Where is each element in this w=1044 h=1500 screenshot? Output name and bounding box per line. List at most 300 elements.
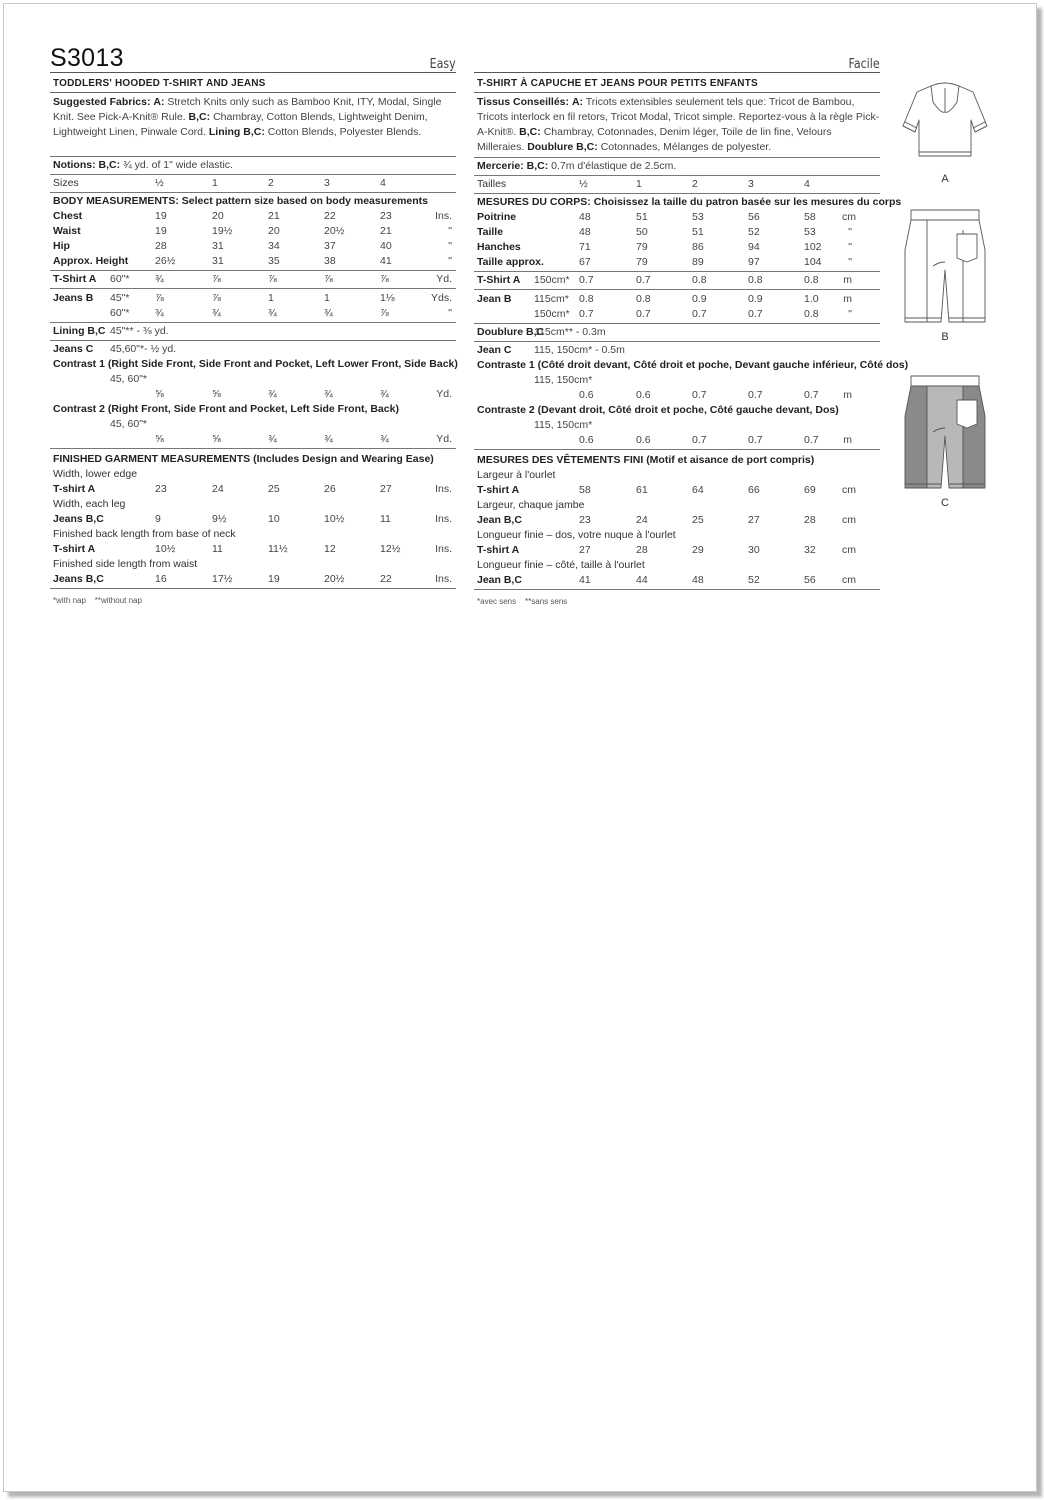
cell: 51 (636, 211, 648, 223)
size-cell: 3 (324, 177, 330, 189)
cell: 79 (636, 241, 648, 253)
jeans-c-yardage: 45,60"*- ½ yd. (110, 343, 177, 355)
cell: 48 (692, 574, 704, 586)
sizes-row (50, 175, 456, 193)
cell: 41 (579, 574, 591, 586)
row-label: T-Shirt A (477, 274, 521, 286)
row-label: T-shirt A (53, 543, 96, 555)
unit: m (843, 389, 852, 401)
contrast-2-label: Contraste 2 (Devant droit, Côté droit et poche, Côté gauche devant, Dos) (477, 404, 839, 416)
cell: 1 (324, 292, 330, 304)
lining-fabrics: Cotonnades, Mélanges de polyester. (600, 141, 772, 153)
finished-group-title: Largeur à l'ourlet (477, 469, 556, 481)
cell: 52 (748, 226, 760, 238)
cell: 20½ (324, 573, 345, 585)
cell: 12½ (380, 543, 401, 555)
cell: 1.0 (804, 293, 819, 305)
cell: 89 (692, 256, 704, 268)
view-b-caption: B (941, 331, 949, 343)
view-a-fabrics: Tricots extensibles seulement tels que: Tricot de Bambou, Tricots interlock en fil retors, Tricot Modal, Tricot simple. Reportez-vous à la règle Pick-A-Knit®. (477, 96, 880, 138)
unit: m (843, 293, 852, 305)
cell: 0.7 (692, 308, 707, 320)
fabric-width: 115cm* (534, 293, 569, 305)
unit: Yd. (436, 433, 452, 445)
fabric-width: 60"* (110, 273, 130, 285)
table-row (474, 513, 880, 528)
yardage-tshirt-a (50, 271, 456, 289)
yardage-jeans-c (50, 341, 456, 357)
fabrics-label: Suggested Fabrics: (53, 96, 151, 108)
illustration-view-c (895, 372, 995, 509)
row-label: Taille approx. (477, 256, 544, 268)
size-cell: 2 (268, 177, 274, 189)
row-label: Jean B,C (477, 514, 522, 526)
size-cell: ½ (579, 178, 588, 190)
unit: " (448, 225, 452, 237)
notions-text: ¾ yd. of 1" wide elastic. (123, 159, 233, 171)
cell: ¾ (155, 273, 164, 285)
finished-group-title: Longueur finie – côté, taille à l'ourlet (477, 559, 645, 571)
unit: " (848, 241, 852, 253)
size-cell: 2 (692, 178, 698, 190)
table-row (50, 512, 456, 527)
view-c-caption: C (941, 497, 949, 509)
yardage-lining (474, 324, 880, 342)
cell: 0.7 (636, 308, 651, 320)
contrast-1-label: Contrast 1 (Right Side Front, Side Front and Pocket, Left Lower Front, Side Back) (53, 358, 458, 370)
french-header (474, 44, 880, 73)
notions (474, 158, 880, 176)
contrast-1-width (50, 372, 456, 387)
cell: 56 (804, 574, 816, 586)
cell: 17½ (212, 573, 233, 585)
cell: 9 (155, 513, 161, 525)
cell: 37 (324, 240, 336, 252)
unit: " (848, 308, 852, 320)
size-cell: 1 (212, 177, 218, 189)
illustration-view-b (895, 206, 995, 343)
cell: 94 (748, 241, 760, 253)
table-row (50, 482, 456, 497)
cell: 69 (804, 484, 816, 496)
cell: 25 (268, 483, 280, 495)
cell: 26 (324, 483, 336, 495)
cell: ¾ (380, 388, 389, 400)
cell: 23 (155, 483, 167, 495)
cell: 48 (579, 226, 591, 238)
view-bc-label: B,C: (519, 126, 541, 138)
yardage-jean-c (474, 342, 880, 358)
cell: 1 (268, 292, 274, 304)
fabric-width: 45"* (110, 292, 130, 304)
cell: 66 (748, 484, 760, 496)
cell: 86 (692, 241, 704, 253)
row-label: Lining B,C (53, 325, 106, 337)
english-column (50, 44, 456, 608)
lining-label: Lining B,C: (208, 126, 265, 138)
cell: 0.6 (636, 434, 651, 446)
cell: ¾ (212, 307, 221, 319)
jeans-plain-icon (897, 206, 993, 326)
table-row (50, 209, 456, 224)
difficulty-level: Facile (848, 57, 880, 72)
row-label: Jeans B,C (53, 513, 104, 525)
cell: 20 (268, 225, 280, 237)
body-heading: BODY MEASUREMENTS: (53, 195, 179, 207)
cell: ¾ (380, 433, 389, 445)
unit: Yds. (430, 292, 452, 304)
cell: 58 (804, 211, 816, 223)
cell: 1⅛ (380, 292, 395, 304)
cell: ⅝ (155, 388, 164, 400)
difficulty-level: Easy (429, 57, 456, 72)
finished-group-title: Width, lower edge (53, 468, 138, 480)
size-cell: 4 (380, 177, 386, 189)
cell: 0.8 (579, 293, 594, 305)
notions (50, 157, 456, 175)
finished-measurements-heading: MESURES DES VÊTEMENTS FINI (Motif et aisance de port compris) (477, 454, 815, 466)
cell: 29 (692, 544, 704, 556)
cell: ⅞ (380, 273, 389, 285)
cell: 23 (579, 514, 591, 526)
cell: 30 (748, 544, 760, 556)
unit: m (843, 274, 852, 286)
fabric-width: 45, 60"* (110, 373, 148, 385)
cell: 56 (748, 211, 760, 223)
cell: 58 (579, 484, 591, 496)
jean-c-yardage: 115, 150cm* - 0.5m (534, 344, 625, 356)
cell: 22 (324, 210, 336, 222)
cell: ¾ (155, 307, 164, 319)
table-row (50, 572, 456, 589)
cell: 35 (268, 255, 280, 267)
suggested-fabrics (50, 93, 456, 142)
unit: cm (842, 484, 856, 496)
contrast-1-values (474, 388, 880, 403)
unit: cm (842, 211, 856, 223)
cell: 11 (380, 513, 391, 525)
cell: ⅝ (212, 388, 221, 400)
row-label: Chest (53, 210, 83, 222)
french-column (474, 44, 909, 609)
fabric-width: 150cm* (534, 274, 570, 286)
row-label: Jean B (477, 293, 512, 305)
notions-label: Mercerie: B,C: (477, 160, 549, 172)
cell: 0.7 (804, 434, 819, 446)
table-row (474, 573, 880, 590)
notions-text: 0.7m d'élastique de 2.5cm. (551, 160, 677, 172)
cell: 32 (804, 544, 816, 556)
cell: 44 (636, 574, 648, 586)
cell: 10½ (324, 513, 345, 525)
table-row (474, 255, 880, 272)
size-cell: 4 (804, 178, 810, 190)
cell: ¾ (268, 307, 277, 319)
cell: 0.8 (804, 274, 819, 286)
cell: ¾ (268, 388, 277, 400)
cell: ⅞ (212, 273, 221, 285)
row-label: Jeans B (53, 292, 94, 304)
contrast-1-label: Contraste 1 (Côté droit devant, Côté droit et poche, Devant gauche inférieur, Côté dos) (477, 359, 909, 371)
pattern-code: S3013 (50, 44, 124, 72)
view-a-label: A: (571, 96, 584, 108)
cell: 67 (579, 256, 591, 268)
cell: ¾ (268, 433, 277, 445)
cell: 19 (155, 225, 167, 237)
finished-measurements-heading: FINISHED GARMENT MEASUREMENTS (Includes Design and Wearing Ease) (53, 453, 434, 465)
lining-yardage: 115cm** - 0.3m (534, 326, 606, 338)
cell: 38 (324, 255, 336, 267)
cell: 26½ (155, 255, 176, 267)
cell: 0.7 (748, 308, 763, 320)
table-row (474, 210, 880, 225)
cell: 0.8 (748, 274, 763, 286)
view-a-label: A: (153, 96, 165, 108)
fabrics-label: Tissus Conseillés: (477, 96, 570, 108)
cell: 61 (636, 484, 648, 496)
finished-group-title: Finished side length from waist (53, 558, 198, 570)
contrast-1-values (50, 387, 456, 402)
cell: 0.7 (692, 389, 707, 401)
table-row (50, 542, 456, 557)
unit: m (843, 434, 852, 446)
cell: 0.7 (748, 434, 763, 446)
contrast-2-label: Contrast 2 (Right Front, Side Front and Pocket, Left Side Front, Back) (53, 403, 399, 415)
row-label: Poitrine (477, 211, 517, 223)
cell: ⅞ (324, 273, 333, 285)
cell: ⅞ (212, 292, 221, 304)
table-row (50, 239, 456, 254)
table-row (474, 240, 880, 255)
cell: 51 (692, 226, 704, 238)
hooded-tshirt-icon (897, 78, 993, 168)
contrast-2-values (474, 433, 880, 450)
row-label: Taille (477, 226, 504, 238)
english-header (50, 44, 456, 73)
unit: Ins. (435, 573, 452, 585)
unit: Ins. (435, 513, 452, 525)
cell: 0.8 (636, 293, 651, 305)
unit: Yd. (436, 388, 452, 400)
body-subheading: Choisissez la taille du patron basée sur les mesures du corps (593, 196, 902, 208)
row-label: T-shirt A (477, 484, 520, 496)
row-label: Approx. Height (53, 255, 129, 267)
yardage-jeans-b-60 (50, 306, 456, 323)
unit: Ins. (435, 543, 452, 555)
finished-group-title: Largeur, chaque jambe (477, 499, 585, 511)
cell: 40 (380, 240, 392, 252)
notions-label: Notions: B,C: (53, 159, 121, 171)
unit: " (448, 307, 452, 319)
yardage-lining (50, 323, 456, 341)
row-label: Hip (53, 240, 70, 252)
cell: 64 (692, 484, 704, 496)
table-row (50, 254, 456, 271)
row-label: T-shirt A (477, 544, 520, 556)
cell: 0.6 (636, 389, 651, 401)
cell: 0.8 (804, 308, 819, 320)
cell: 0.6 (579, 434, 594, 446)
cell: 0.7 (579, 308, 594, 320)
cell: 11 (212, 543, 223, 555)
view-a-fabrics: Stretch Knits only such as Bamboo Knit, ITY, Modal, Single Knit. See Pick-A-Knit® Rule. (53, 96, 442, 123)
cell: 79 (636, 256, 648, 268)
cell: 102 (804, 241, 822, 253)
fabric-width: 60"* (110, 307, 130, 319)
cell: 53 (804, 226, 816, 238)
cell: 31 (212, 255, 224, 267)
body-measurements-heading (474, 194, 902, 210)
lining-fabrics: Cotton Blends, Polyester Blends. (267, 126, 422, 138)
cell: 25 (692, 514, 704, 526)
contrast-1-width (474, 373, 880, 388)
view-bc-label: B,C: (188, 111, 211, 123)
fabric-width: 150cm* (534, 308, 570, 320)
unit: Ins. (435, 483, 452, 495)
cell: 28 (155, 240, 167, 252)
unit: cm (842, 544, 856, 556)
row-label: Hanches (477, 241, 521, 253)
jeans-colorblock-icon (897, 372, 993, 492)
sizes-label: Tailles (477, 178, 507, 190)
lining-label: Doublure B,C: (527, 141, 598, 153)
cell: 104 (804, 256, 822, 268)
cell: 97 (748, 256, 760, 268)
row-label: T-Shirt A (53, 273, 97, 285)
cell: ¾ (324, 433, 333, 445)
unit: cm (842, 514, 856, 526)
cell: 27 (579, 544, 591, 556)
cell: 10 (268, 513, 280, 525)
cell: 0.8 (692, 274, 707, 286)
body-heading: MESURES DU CORPS: (477, 196, 591, 208)
pattern-title: T-SHIRT À CAPUCHE ET JEANS POUR PETITS ENFANTS (474, 73, 880, 93)
cell: 24 (212, 483, 224, 495)
cell: 21 (268, 210, 280, 222)
size-cell: 1 (636, 178, 642, 190)
cell: 27 (380, 483, 392, 495)
footnote: *with nap **without nap (53, 596, 142, 605)
footnote: *avec sens **sans sens (477, 597, 568, 606)
cell: 19 (268, 573, 280, 585)
suggested-fabrics (474, 93, 880, 157)
view-bc-fabrics: Chambray, Cotonnades, Denim léger, Toile de lin fine, Velours Milleraies. (477, 126, 832, 153)
cell: 12 (324, 543, 336, 555)
table-row (474, 225, 880, 240)
fabric-width: 115, 150cm* (534, 374, 593, 386)
cell: 21 (380, 225, 392, 237)
unit: " (848, 256, 852, 268)
table-row (474, 483, 880, 498)
unit: cm (842, 574, 856, 586)
cell: ¾ (324, 307, 333, 319)
illustration-view-a (895, 78, 995, 185)
cell: ⅞ (155, 292, 164, 304)
cell: 19 (155, 210, 167, 222)
row-label: Jean B,C (477, 574, 522, 586)
cell: 0.9 (748, 293, 763, 305)
body-subheading: Select pattern size based on body measurements (181, 195, 428, 207)
yardage-jean-b (474, 290, 880, 307)
row-label: Jeans B,C (53, 573, 104, 585)
cell: 41 (380, 255, 392, 267)
cell: 48 (579, 211, 591, 223)
unit: Yd. (436, 273, 452, 285)
unit: " (448, 240, 452, 252)
lining-yardage: 45"** - ⅜ yd. (110, 325, 169, 337)
cell: 19½ (212, 225, 233, 237)
cell: 22 (380, 573, 392, 585)
sizes-label: Sizes (53, 177, 79, 189)
cell: 50 (636, 226, 648, 238)
row-label: Waist (53, 225, 81, 237)
cell: 10½ (155, 543, 176, 555)
unit: " (848, 226, 852, 238)
contrast-2-width (474, 418, 880, 433)
table-row (474, 543, 880, 558)
sizes-row (474, 176, 880, 194)
cell: ⅞ (380, 307, 389, 319)
body-measurements-heading (50, 193, 456, 209)
cell: ⅝ (212, 433, 221, 445)
cell: 20 (212, 210, 224, 222)
cell: 31 (212, 240, 224, 252)
row-label: Doublure B,C (477, 326, 545, 338)
cell: 53 (692, 211, 704, 223)
fabric-width: 115, 150cm* (534, 419, 593, 431)
unit: Ins. (435, 210, 452, 222)
cell: 0.7 (579, 274, 594, 286)
fabric-width: 45, 60"* (110, 418, 148, 430)
row-label: T-shirt A (53, 483, 96, 495)
table-row (50, 224, 456, 239)
cell: 0.7 (636, 274, 651, 286)
finished-group-title: Width, each leg (53, 498, 126, 510)
size-cell: 3 (748, 178, 754, 190)
cell: 11½ (268, 543, 288, 555)
cell: 34 (268, 240, 280, 252)
cell: 0.7 (804, 389, 819, 401)
cell: 16 (155, 573, 167, 585)
finished-group-title: Finished back length from base of neck (53, 528, 236, 540)
cell: 28 (804, 514, 816, 526)
cell: 0.6 (579, 389, 594, 401)
cell: 0.9 (692, 293, 707, 305)
pattern-title: TODDLERS' HOODED T-SHIRT AND JEANS (50, 73, 456, 93)
finished-group-title: Longueur finie – dos, votre nuque à l'ourlet (477, 529, 676, 541)
view-a-caption: A (941, 173, 949, 185)
row-label: Jeans C (53, 343, 94, 355)
cell: 27 (748, 514, 760, 526)
unit: " (448, 255, 452, 267)
yardage-tshirt-a (474, 272, 880, 290)
cell: ¾ (324, 388, 333, 400)
row-label: Jean C (477, 344, 512, 356)
size-cell: ½ (155, 177, 164, 189)
contrast-2-width (50, 417, 456, 432)
yardage-jean-b-150 (474, 307, 880, 324)
cell: ⅞ (268, 273, 277, 285)
cell: 23 (380, 210, 392, 222)
cell: 71 (579, 241, 591, 253)
cell: 28 (636, 544, 648, 556)
cell: 0.7 (748, 389, 763, 401)
view-bc-fabrics: Chambray, Cotton Blends, Lightweight Denim, Lightweight Linen, Pinwale Cord. (53, 111, 428, 138)
contrast-2-values (50, 432, 456, 449)
cell: 20½ (324, 225, 345, 237)
cell: 24 (636, 514, 648, 526)
cell: 52 (748, 574, 760, 586)
